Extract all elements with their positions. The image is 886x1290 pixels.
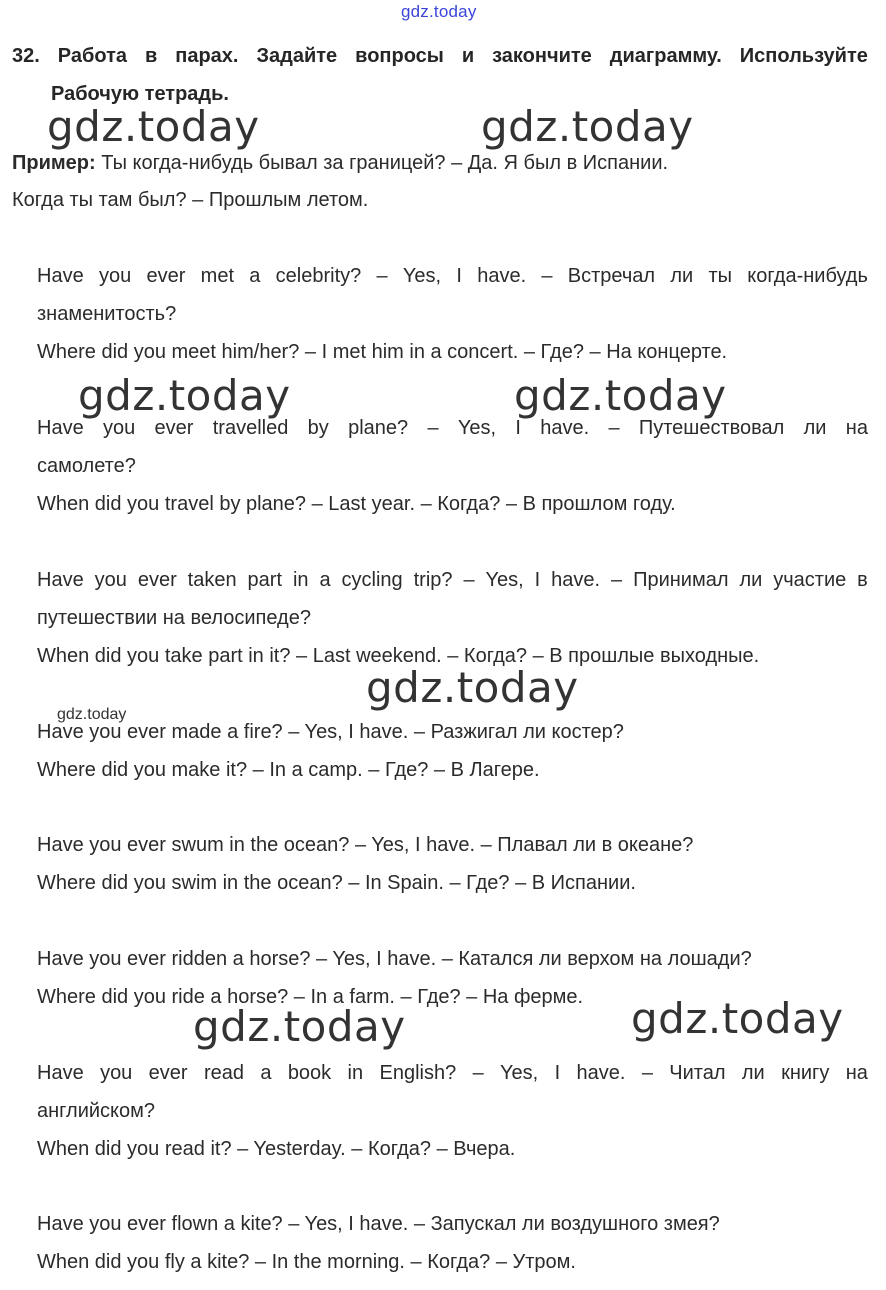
- word: ever: [154, 417, 194, 439]
- qa-block-1: [37, 262, 868, 366]
- word: in: [347, 1062, 364, 1084]
- word: book: [287, 1062, 332, 1084]
- watermark: gdz.today: [78, 371, 291, 420]
- word: met: [200, 265, 234, 287]
- word: Have: [37, 417, 84, 439]
- word: have.: [477, 265, 527, 287]
- qa-block-4: [37, 718, 868, 784]
- task-word: Задайте: [256, 45, 338, 67]
- word: –: [641, 1062, 653, 1084]
- word: have.: [540, 417, 590, 439]
- word: you: [103, 417, 136, 439]
- word: Have: [37, 265, 84, 287]
- task-word: и: [461, 45, 475, 67]
- qa-question: [37, 566, 868, 594]
- task-word: диаграмму.: [609, 45, 722, 67]
- word: celebrity?: [275, 265, 362, 287]
- word: read: [203, 1062, 244, 1084]
- qa-question: [37, 414, 868, 442]
- qa-question: [37, 262, 868, 290]
- word: you: [100, 1062, 133, 1084]
- word: –: [427, 417, 439, 439]
- qa-answer: When did you take part in it? – Last weekend. – Когда? – В прошлые выходные.: [37, 645, 760, 667]
- word: Встречал: [567, 265, 656, 287]
- example-label: Пример:: [12, 152, 96, 174]
- word: Yes,: [500, 1062, 539, 1084]
- task-word: парах.: [175, 45, 239, 67]
- qa-answer: Where did you ride a horse? – In a farm. – Где? – На ферме.: [37, 986, 584, 1008]
- word: когда-нибудь: [747, 265, 868, 287]
- word: –: [376, 265, 388, 287]
- task-heading-line-2: Рабочую тетрадь.: [51, 83, 229, 105]
- word: Путешествовал: [638, 417, 785, 439]
- qa-block-7: [37, 1059, 868, 1163]
- top-watermark: gdz.today: [401, 2, 477, 21]
- qa-block-2: [37, 414, 868, 518]
- qa-answer: Where did you meet him/her? – I met him in a concert. – Где? – На концерте.: [37, 341, 728, 363]
- word: I: [515, 417, 521, 439]
- word: you: [98, 265, 132, 287]
- qa-question-continued: путешествии на велосипеде?: [37, 607, 311, 629]
- qa-answer: When did you read it? – Yesterday. – Когда? – Вчера.: [37, 1138, 516, 1160]
- word: –: [611, 569, 623, 591]
- word: ever: [146, 265, 186, 287]
- watermark: gdz.today: [193, 1002, 406, 1051]
- word: на: [845, 417, 868, 439]
- word: part: [247, 569, 283, 591]
- word: Yes,: [457, 417, 497, 439]
- qa-question-continued: английском?: [37, 1100, 156, 1122]
- word: I: [456, 265, 462, 287]
- watermark: gdz.today: [366, 663, 579, 712]
- watermark: gdz.today: [631, 994, 844, 1043]
- qa-question: Have you ever made a fire? – Yes, I have. – Разжигал ли костер?: [37, 721, 624, 743]
- word: a: [260, 1062, 272, 1084]
- word: участие: [773, 569, 847, 591]
- example-line-1: [12, 149, 668, 177]
- word: –: [608, 417, 620, 439]
- word: in: [292, 569, 309, 591]
- word: have.: [551, 569, 601, 591]
- task-word: Работа: [57, 45, 127, 67]
- word: have.: [576, 1062, 626, 1084]
- word: cycling: [341, 569, 403, 591]
- qa-question: [37, 1059, 868, 1087]
- example-text: Ты когда-нибудь бывал за границей? – Да. Я был в Испании.: [101, 152, 669, 174]
- qa-answer: When did you fly a kite? – In the morning. – Когда? – Утром.: [37, 1251, 576, 1273]
- word: –: [463, 569, 475, 591]
- word: Yes,: [402, 265, 442, 287]
- word: книгу: [781, 1062, 830, 1084]
- word: ли: [741, 1062, 765, 1084]
- qa-question-continued: самолете?: [37, 455, 136, 477]
- qa-question: Have you ever ridden a horse? – Yes, I have. – Катался ли верхом на лошади?: [37, 948, 752, 970]
- example-line-2: Когда ты там был? – Прошлым летом.: [12, 189, 369, 211]
- watermark: gdz.today: [514, 371, 727, 420]
- word: ли: [803, 417, 827, 439]
- word: English?: [379, 1062, 457, 1084]
- word: Have: [37, 1062, 84, 1084]
- task-word: закончите: [492, 45, 592, 67]
- task-word: в: [144, 45, 158, 67]
- word: Читал: [669, 1062, 726, 1084]
- watermark: gdz.today: [47, 102, 260, 151]
- word: Have: [37, 569, 84, 591]
- word: I: [534, 569, 541, 591]
- task-word: 32.: [12, 45, 40, 67]
- task-word: Используйте: [739, 45, 868, 67]
- qa-block-8: [37, 1210, 868, 1276]
- word: travelled: [212, 417, 289, 439]
- word: by: [307, 417, 329, 439]
- qa-question: Have you ever swum in the ocean? – Yes, I have. – Плавал ли в океане?: [37, 834, 694, 856]
- word: I: [554, 1062, 561, 1084]
- word: ever: [148, 1062, 188, 1084]
- word: taken: [187, 569, 237, 591]
- word: ever: [137, 569, 177, 591]
- qa-answer: When did you travel by plane? – Last year. – Когда? – В прошлом году.: [37, 493, 676, 515]
- qa-answer: Where did you make it? – In a camp. – Где? – В Лагере.: [37, 759, 540, 781]
- qa-question: Have you ever flown a kite? – Yes, I have. – Запускал ли воздушного змея?: [37, 1213, 720, 1235]
- word: you: [94, 569, 127, 591]
- qa-block-5: [37, 831, 868, 897]
- word: на: [845, 1062, 868, 1084]
- qa-question-continued: знаменитость?: [37, 303, 177, 325]
- word: Yes,: [485, 569, 524, 591]
- qa-block-3: [37, 566, 868, 670]
- qa-answer: Where did you swim in the ocean? – In Spain. – Где? – В Испании.: [37, 872, 636, 894]
- word: –: [541, 265, 553, 287]
- word: a: [249, 265, 261, 287]
- word: Принимал: [633, 569, 729, 591]
- small-watermark: gdz.today: [57, 706, 127, 723]
- word: ли: [739, 569, 763, 591]
- word: ли: [670, 265, 694, 287]
- task-word: вопросы: [355, 45, 444, 67]
- word: trip?: [413, 569, 453, 591]
- word: a: [319, 569, 331, 591]
- watermark: gdz.today: [481, 102, 694, 151]
- word: в: [857, 569, 868, 591]
- word: plane?: [348, 417, 409, 439]
- task-heading-line-1: [12, 37, 868, 75]
- word: ты: [708, 265, 733, 287]
- word: –: [472, 1062, 484, 1084]
